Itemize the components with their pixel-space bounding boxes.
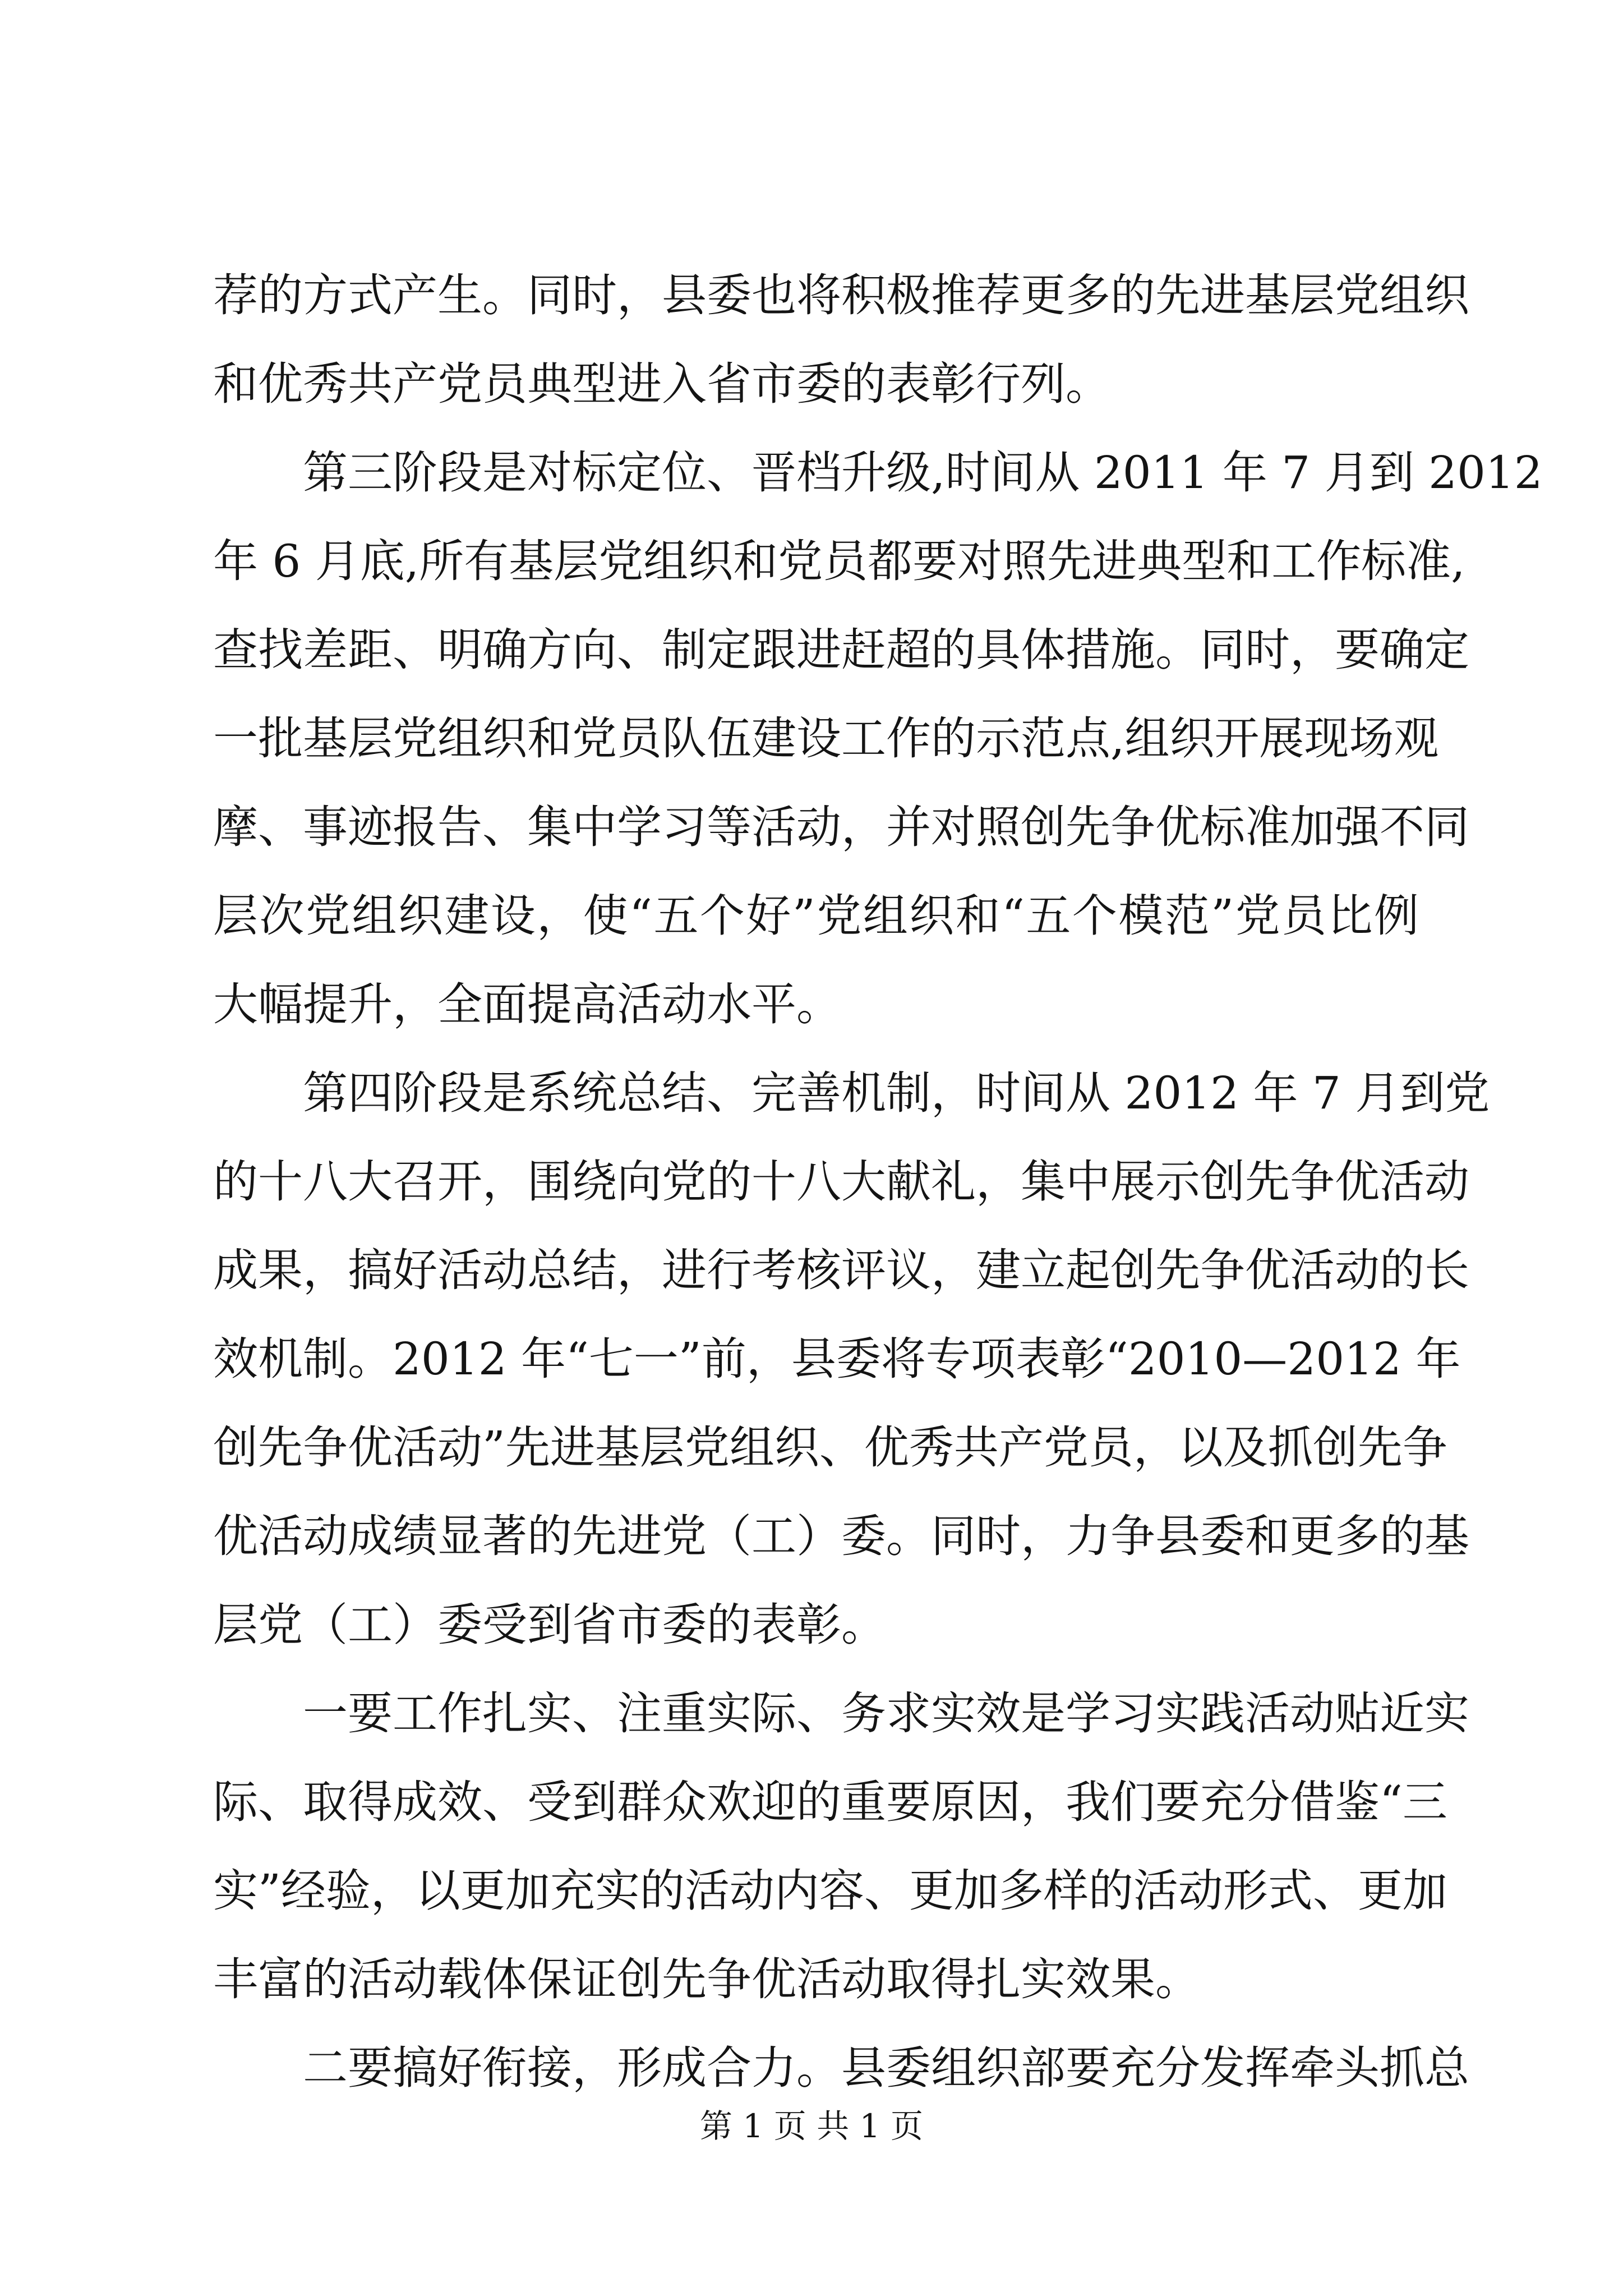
text-line: 的十八大召开，围绕向党的十八大献礼，集中展示创先争优活动 xyxy=(213,1156,1469,1208)
page-number-footer: 第 1 页 共 1 页 xyxy=(700,2107,923,2145)
text-line: 摩、事迹报告、集中学习等活动，并对照创先争优标准加强不同 xyxy=(213,801,1469,853)
text-line: 第四阶段是系统总结、完善机制，时间从 2012 年 7 月到党 xyxy=(303,1067,1490,1119)
text-line: 一批基层党组织和党员队伍建设工作的示范点,组织开展现场观 xyxy=(213,712,1439,765)
text-line: 效机制。2012 年“七一”前，县委将专项表彰“2010—2012 年 xyxy=(213,1333,1461,1385)
text-line: 实”经验，以更加充实的活动内容、更加多样的活动形式、更加 xyxy=(213,1865,1447,1917)
text-line: 荐的方式产生。同时，县委也将积极推荐更多的先进基层党组织 xyxy=(213,269,1469,321)
text-line: 二要搞好衔接，形成合力。县委组织部要充分发挥牵头抓总 xyxy=(303,2042,1469,2094)
document-body xyxy=(213,251,1543,2113)
text-line: 大幅提升，全面提高活动水平。 xyxy=(213,978,841,1030)
text-line: 查找差距、明确方向、制定跟进赶超的具体措施。同时，要确定 xyxy=(213,624,1469,676)
text-line: 年 6 月底,所有基层党组织和党员都要对照先进典型和工作标准, xyxy=(213,535,1465,587)
text-line: 创先争优活动”先进基层党组织、优秀共产党员，以及抓创先争 xyxy=(213,1421,1447,1474)
text-line: 成果，搞好活动总结，进行考核评议，建立起创先争优活动的长 xyxy=(213,1244,1469,1296)
text-line: 丰富的活动载体保证创先争优活动取得扎实效果。 xyxy=(213,1953,1200,2005)
text-line: 际、取得成效、受到群众欢迎的重要原因，我们要充分借鉴“三 xyxy=(213,1776,1447,1828)
text-line: 层党（工）委受到省市委的表彰。 xyxy=(213,1599,886,1651)
text-line: 优活动成绩显著的先进党（工）委。同时，力争县委和更多的基 xyxy=(213,1510,1469,1562)
text-line: 第三阶段是对标定位、晋档升级,时间从 2011 年 7 月到 2012 xyxy=(303,447,1543,499)
text-line: 和优秀共产党员典型进入省市委的表彰行列。 xyxy=(213,358,1110,410)
text-line: 层次党组织建设，使“五个好”党组织和“五个模范”党员比例 xyxy=(213,890,1419,942)
text-line: 一要工作扎实、注重实际、务求实效是学习实践活动贴近实 xyxy=(303,1687,1469,1740)
